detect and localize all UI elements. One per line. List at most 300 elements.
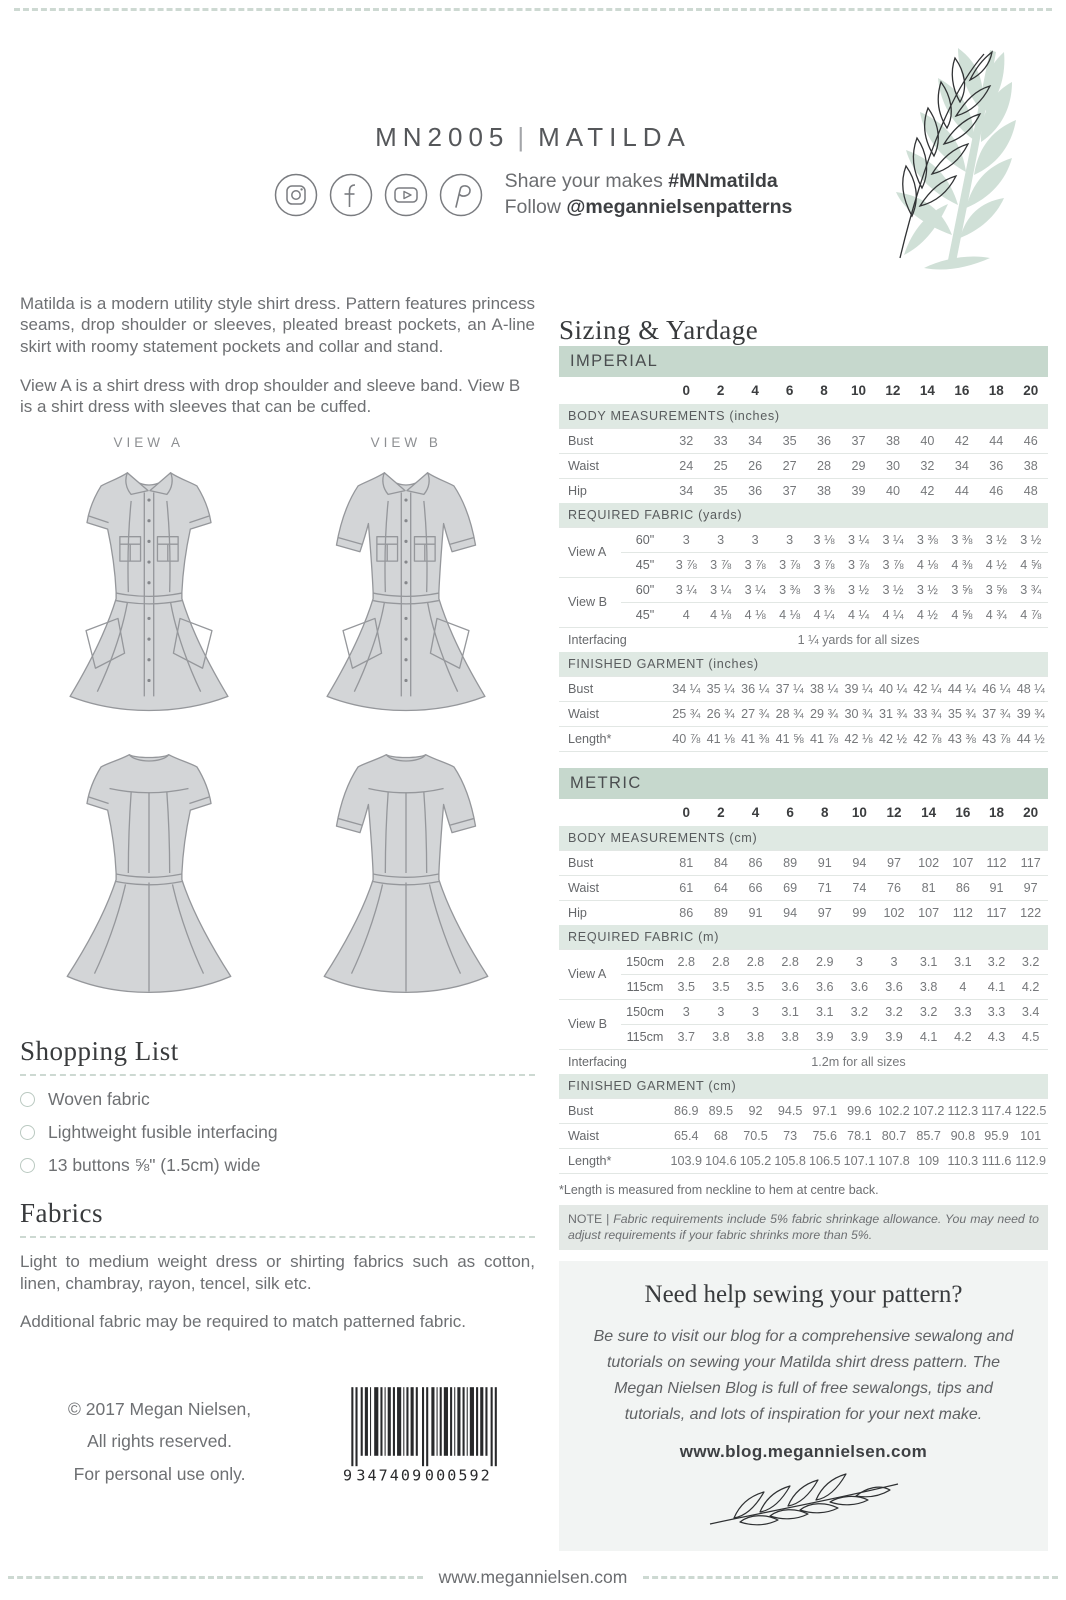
value-cell: 33 ¾ <box>910 701 944 726</box>
view-a-front-illustration <box>34 454 264 734</box>
section-header: FINISHED GARMENT (inches) <box>559 652 1048 677</box>
value-cell: 28 ¾ <box>772 701 806 726</box>
share-prefix: Share your makes <box>504 170 669 192</box>
row-group-label: View B <box>559 577 621 627</box>
value-cell: 32 <box>669 428 703 453</box>
size-header-cell: 6 <box>786 804 794 820</box>
barcode <box>343 1379 501 1491</box>
value-cell: 3 <box>704 999 739 1024</box>
value-cell: 4.3 <box>980 1024 1014 1049</box>
copyright-line-2: All rights reserved. <box>87 1431 233 1452</box>
row-label: Waist <box>559 701 669 726</box>
share-hashtag: #MNmatilda <box>668 170 778 192</box>
value-cell: 3.5 <box>738 974 773 999</box>
row-label: Bust <box>559 1098 669 1123</box>
value-cell: 36 <box>738 478 772 503</box>
pinterest-icon <box>439 173 483 217</box>
help-body: Be sure to visit our blog for a comprehensive sewalong and tutorials on sewing your Matilda shirt dress pattern. The Megan Nielsen Blog is full of free sewalongs, tips and tutorials, and lots of inspiration for your next make. <box>593 1328 1014 1423</box>
fabrics-paragraph-2: Additional fabric may be required to match patterned fabric. <box>20 1311 467 1331</box>
row-group-label: View A <box>559 527 621 577</box>
value-cell: 42 ¼ <box>910 676 944 701</box>
value-cell: 102 <box>877 900 912 925</box>
value-cell: 34 <box>945 453 979 478</box>
value-cell: 46 <box>979 478 1013 503</box>
value-cell: 4 ¼ <box>876 602 910 627</box>
value-cell: 111.6 <box>980 1148 1014 1173</box>
row-label: Waist <box>559 1123 669 1148</box>
value-cell: 68 <box>704 1123 739 1148</box>
view-a-column <box>34 435 264 1014</box>
size-header-cell: 10 <box>851 804 867 820</box>
value-cell: 3.5 <box>704 974 739 999</box>
value-cell: 95.9 <box>980 1123 1014 1148</box>
value-cell: 3 ¼ <box>703 577 737 602</box>
value-cell: 3 <box>703 527 737 552</box>
value-cell: 28 <box>807 453 841 478</box>
size-header-cell: 20 <box>1023 382 1039 398</box>
value-cell: 3 ⅞ <box>703 552 737 577</box>
value-cell: 3 ⅞ <box>876 552 910 577</box>
value-cell: 110.3 <box>946 1148 980 1173</box>
row-label: Bust <box>559 850 669 875</box>
fabrics-divider <box>20 1236 535 1238</box>
value-cell: 4 ⅛ <box>738 602 772 627</box>
value-cell: 3.2 <box>1013 949 1048 974</box>
value-cell: 34 ¼ <box>669 676 703 701</box>
value-cell: 35 <box>703 478 737 503</box>
value-cell: 3 <box>877 949 912 974</box>
value-cell: 36 ¼ <box>738 676 772 701</box>
value-cell: 2.8 <box>669 949 704 974</box>
main-content <box>0 293 1066 1551</box>
value-cell: 3 ⅞ <box>669 552 703 577</box>
value-cell: 70.5 <box>738 1123 773 1148</box>
value-cell: 3 ½ <box>876 577 910 602</box>
value-cell: 26 <box>738 453 772 478</box>
value-cell: 66 <box>738 875 773 900</box>
value-cell: 34 <box>669 478 703 503</box>
footer <box>8 1567 1058 1588</box>
pattern-description <box>20 293 535 418</box>
value-cell: 3 <box>669 527 703 552</box>
note-label: NOTE | <box>568 1211 614 1226</box>
value-cell: 92 <box>738 1098 773 1123</box>
value-cell: 24 <box>669 453 703 478</box>
value-cell: 3.5 <box>669 974 704 999</box>
row-sublabel: 115cm <box>621 1024 669 1049</box>
value-cell: 86 <box>946 875 980 900</box>
value-cell: 41 ⅞ <box>807 726 841 751</box>
value-cell: 42 <box>945 428 979 453</box>
value-cell: 3.3 <box>946 999 980 1024</box>
value-cell: 27 ¾ <box>738 701 772 726</box>
value-cell: 35 ¾ <box>945 701 979 726</box>
value-cell: 3.1 <box>911 949 946 974</box>
note-text: Fabric requirements include 5% fabric shrinkage allowance. You may need to adjust requirements if your fabric shrinks more than 5%. <box>568 1211 1039 1243</box>
row-label: Waist <box>559 453 669 478</box>
facebook-icon <box>329 173 373 217</box>
value-cell: 38 <box>807 478 841 503</box>
value-cell: 117 <box>1013 850 1048 875</box>
copyright-barcode-row <box>20 1379 535 1491</box>
social-icons <box>274 173 483 217</box>
value-cell: 37 ¼ <box>772 676 806 701</box>
value-cell: 3 <box>842 949 877 974</box>
value-cell: 107.2 <box>911 1098 946 1123</box>
size-header-cell: 8 <box>821 804 829 820</box>
value-cell: 36 <box>807 428 841 453</box>
value-cell: 3.2 <box>842 999 877 1024</box>
view-a-label: VIEW A <box>113 434 184 450</box>
value-cell: 78.1 <box>842 1123 877 1148</box>
shopping-list-title: Shopping List <box>20 1035 179 1066</box>
size-header-cell: 0 <box>682 804 691 820</box>
value-cell: 122.5 <box>1013 1098 1048 1123</box>
value-cell: 3 ⅜ <box>910 527 944 552</box>
empty-cell <box>559 377 669 404</box>
value-cell: 112 <box>946 900 980 925</box>
value-cell: 4 <box>946 974 980 999</box>
value-cell: 81 <box>911 875 946 900</box>
size-header-cell: 14 <box>921 804 937 820</box>
value-cell: 85.7 <box>911 1123 946 1148</box>
row-label: Hip <box>559 900 669 925</box>
value-cell: 41 ⅝ <box>772 726 806 751</box>
copyright-block <box>68 1393 251 1490</box>
value-cell: 3 ⅜ <box>772 577 806 602</box>
value-cell: 86.9 <box>669 1098 704 1123</box>
value-cell: 3.9 <box>842 1024 877 1049</box>
shopping-list-item <box>20 1122 535 1143</box>
value-cell: 86 <box>669 900 704 925</box>
value-cell: 48 <box>1014 478 1048 503</box>
value-cell: 4 ⅝ <box>945 602 979 627</box>
imperial-table <box>559 346 1048 752</box>
row-span-value: 1 ¼ yards for all sizes <box>669 627 1048 652</box>
footer-url: www.megannielsen.com <box>438 1567 628 1587</box>
value-cell: 26 ¾ <box>703 701 737 726</box>
circle-bullet-icon <box>20 1092 35 1107</box>
value-cell: 42 ⅛ <box>841 726 875 751</box>
value-cell: 37 <box>841 428 875 453</box>
value-cell: 61 <box>669 875 704 900</box>
value-cell: 36 <box>979 453 1013 478</box>
value-cell: 3 <box>738 999 773 1024</box>
value-cell: 3.4 <box>1013 999 1048 1024</box>
value-cell: 3 ¼ <box>876 527 910 552</box>
value-cell: 3.1 <box>808 999 843 1024</box>
left-column <box>20 293 535 1551</box>
value-cell: 4 ⅞ <box>1014 602 1048 627</box>
table-band-header: METRIC <box>559 768 1048 799</box>
follow-handle: @megannielsenpatterns <box>566 195 793 218</box>
barcode-left-digits: 347409 <box>356 1466 424 1485</box>
value-cell: 102 <box>911 850 946 875</box>
section-header: BODY MEASUREMENTS (cm) <box>559 826 1048 851</box>
description-paragraph-2: View A is a shirt dress with drop shoulder and sleeve band. View B is a shirt dress with sleeves that can be cuffed. <box>20 375 521 417</box>
metric-table <box>559 768 1048 1174</box>
value-cell: 3.1 <box>946 949 980 974</box>
value-cell: 3 ¾ <box>1014 577 1048 602</box>
value-cell: 4 ⅝ <box>1014 552 1048 577</box>
value-cell: 104.6 <box>704 1148 739 1173</box>
value-cell: 91 <box>808 850 843 875</box>
value-cell: 37 <box>772 478 806 503</box>
shopping-list <box>20 1089 535 1176</box>
value-cell: 4 ⅛ <box>910 552 944 577</box>
value-cell: 39 ¾ <box>1014 701 1048 726</box>
value-cell: 3 ⅜ <box>945 527 979 552</box>
value-cell: 44 ½ <box>1014 726 1048 751</box>
value-cell: 69 <box>773 875 808 900</box>
value-cell: 4 ⅛ <box>772 602 806 627</box>
size-header-cell: 12 <box>885 382 901 398</box>
value-cell: 4.2 <box>946 1024 980 1049</box>
value-cell: 75.6 <box>808 1123 843 1148</box>
size-header-cell: 14 <box>919 382 935 398</box>
shopping-list-divider <box>20 1074 535 1076</box>
value-cell: 3.2 <box>877 999 912 1024</box>
follow-prefix: Follow <box>504 195 567 218</box>
row-sublabel: 115cm <box>621 974 669 999</box>
value-cell: 29 <box>841 453 875 478</box>
length-footnote: *Length is measured from neckline to hem at centre back. <box>559 1182 879 1197</box>
row-group-label: View A <box>559 949 621 999</box>
fabrics-section <box>20 1251 535 1333</box>
size-header-cell: 6 <box>785 382 794 398</box>
row-label: Length* <box>559 726 669 751</box>
value-cell: 103.9 <box>669 1148 704 1173</box>
value-cell: 105.2 <box>738 1148 773 1173</box>
value-cell: 4.1 <box>911 1024 946 1049</box>
value-cell: 3 ½ <box>910 577 944 602</box>
row-sublabel: 150cm <box>621 999 669 1024</box>
value-cell: 71 <box>808 875 843 900</box>
view-b-back-illustration <box>291 734 521 1014</box>
sizing-yardage-title: Sizing & Yardage <box>559 314 759 345</box>
value-cell: 99.6 <box>842 1098 877 1123</box>
value-cell: 3.3 <box>980 999 1014 1024</box>
row-span-value: 1.2m for all sizes <box>669 1049 1048 1074</box>
blog-url: www.blog.megannielsen.com <box>679 1441 928 1461</box>
view-b-front-illustration <box>291 454 521 734</box>
value-cell: 106.5 <box>808 1148 843 1173</box>
value-cell: 3 <box>772 527 806 552</box>
value-cell: 89 <box>704 900 739 925</box>
value-cell: 40 <box>910 428 944 453</box>
size-header-cell: 8 <box>820 382 828 398</box>
help-box <box>559 1261 1048 1551</box>
row-sublabel: 60" <box>621 577 669 602</box>
value-cell: 3 <box>669 999 704 1024</box>
value-cell: 91 <box>980 875 1014 900</box>
value-cell: 107.1 <box>842 1148 877 1173</box>
value-cell: 105.8 <box>773 1148 808 1173</box>
value-cell: 3 ⅞ <box>841 552 875 577</box>
value-cell: 91 <box>738 900 773 925</box>
value-cell: 3.9 <box>877 1024 912 1049</box>
value-cell: 3.8 <box>911 974 946 999</box>
value-cell: 32 <box>910 453 944 478</box>
size-header-cell: 4 <box>751 804 760 820</box>
size-table <box>559 768 1048 1174</box>
value-cell: 29 ¾ <box>807 701 841 726</box>
value-cell: 97.1 <box>808 1098 843 1123</box>
help-title: Need help sewing your pattern? <box>644 1281 963 1309</box>
size-header-cell: 0 <box>682 382 690 398</box>
instagram-icon <box>274 173 318 217</box>
value-cell: 4 ¾ <box>979 602 1013 627</box>
value-cell: 94 <box>842 850 877 875</box>
value-cell: 3.8 <box>704 1024 739 1049</box>
value-cell: 3 ½ <box>1014 527 1048 552</box>
value-cell: 3.8 <box>738 1024 773 1049</box>
right-column <box>559 293 1048 1551</box>
value-cell: 48 ¼ <box>1014 676 1048 701</box>
value-cell: 3 ½ <box>979 527 1013 552</box>
value-cell: 31 ¾ <box>876 701 910 726</box>
value-cell: 46 <box>1014 428 1048 453</box>
value-cell: 107 <box>911 900 946 925</box>
value-cell: 30 <box>876 453 910 478</box>
pattern-name: MATILDA <box>538 122 691 152</box>
value-cell: 3 ½ <box>841 577 875 602</box>
view-a-back-illustration <box>34 734 264 1014</box>
value-cell: 40 ¼ <box>876 676 910 701</box>
shopping-list-item <box>20 1155 535 1176</box>
value-cell: 3 ⅜ <box>807 577 841 602</box>
shopping-list-item-label: Woven fabric <box>48 1088 150 1109</box>
row-sublabel: 60" <box>621 527 669 552</box>
value-cell: 25 ¾ <box>669 701 703 726</box>
value-cell: 35 <box>772 428 806 453</box>
table-band-header: IMPERIAL <box>559 346 1048 377</box>
value-cell: 4 ½ <box>910 602 944 627</box>
value-cell: 80.7 <box>877 1123 912 1148</box>
row-sublabel: 45" <box>621 552 669 577</box>
value-cell: 3 ⅝ <box>945 577 979 602</box>
pattern-code: MN2005 <box>375 122 510 152</box>
value-cell: 112 <box>980 850 1014 875</box>
value-cell: 4 ¼ <box>841 602 875 627</box>
sprig-illustration <box>583 1470 1024 1541</box>
size-header-cell: 4 <box>751 382 759 398</box>
value-cell: 3.6 <box>877 974 912 999</box>
value-cell: 102.2 <box>877 1098 912 1123</box>
size-header-cell: 20 <box>1023 804 1039 820</box>
section-header: FINISHED GARMENT (cm) <box>559 1074 1048 1099</box>
value-cell: 38 ¼ <box>807 676 841 701</box>
follow-line <box>505 195 793 221</box>
value-cell: 107.8 <box>877 1148 912 1173</box>
value-cell: 112.3 <box>946 1098 980 1123</box>
value-cell: 41 ⅜ <box>738 726 772 751</box>
value-cell: 86 <box>738 850 773 875</box>
value-cell: 4 ⅛ <box>703 602 737 627</box>
view-b-label: VIEW B <box>370 434 442 450</box>
row-label: Interfacing <box>559 1049 669 1074</box>
view-b-column <box>291 435 521 1014</box>
shopping-list-item-label: 13 buttons ⅝" (1.5cm) wide <box>48 1154 261 1175</box>
value-cell: 3.2 <box>911 999 946 1024</box>
value-cell: 112.9 <box>1013 1148 1048 1173</box>
size-header-cell: 12 <box>886 804 902 820</box>
value-cell: 44 ¼ <box>945 676 979 701</box>
barcode-right-digits: 000592 <box>425 1466 492 1485</box>
value-cell: 38 <box>876 428 910 453</box>
value-cell: 2.8 <box>773 949 808 974</box>
value-cell: 41 ⅛ <box>703 726 737 751</box>
share-line <box>505 169 793 195</box>
size-header-cell: 10 <box>850 382 866 398</box>
value-cell: 4 ⅜ <box>945 552 979 577</box>
section-header: REQUIRED FABRIC (m) <box>559 925 1048 950</box>
top-dashed-divider <box>14 8 1052 11</box>
value-cell: 64 <box>704 875 739 900</box>
value-cell: 4.2 <box>1013 974 1048 999</box>
shopping-list-item <box>20 1089 535 1110</box>
value-cell: 27 <box>772 453 806 478</box>
value-cell: 4 <box>669 602 703 627</box>
value-cell: 42 ½ <box>876 726 910 751</box>
value-cell: 81 <box>669 850 704 875</box>
row-label: Length* <box>559 1148 669 1173</box>
footer-dashed-line-left <box>8 1576 423 1579</box>
value-cell: 97 <box>1013 875 1048 900</box>
value-cell: 89.5 <box>704 1098 739 1123</box>
row-label: Bust <box>559 428 669 453</box>
size-header-cell: 18 <box>988 804 1005 820</box>
circle-bullet-icon <box>20 1158 35 1173</box>
section-header: BODY MEASUREMENTS (inches) <box>559 404 1048 429</box>
barcode-lead-digit: 9 <box>343 1466 353 1485</box>
value-cell: 97 <box>877 850 912 875</box>
value-cell: 3.9 <box>808 1024 843 1049</box>
size-header-cell: 18 <box>988 382 1004 398</box>
value-cell: 89 <box>773 850 808 875</box>
value-cell: 3 ¼ <box>841 527 875 552</box>
value-cell: 84 <box>704 850 739 875</box>
empty-cell <box>559 799 669 826</box>
value-cell: 42 <box>910 478 944 503</box>
value-cell: 38 <box>1014 453 1048 478</box>
value-cell: 39 <box>841 478 875 503</box>
share-text <box>505 169 793 221</box>
value-cell: 2.9 <box>808 949 843 974</box>
copyright-line-3: For personal use only. <box>73 1463 246 1484</box>
size-header-cell: 2 <box>717 804 725 820</box>
value-cell: 3 ⅞ <box>807 552 841 577</box>
value-cell: 39 ¼ <box>841 676 875 701</box>
value-cell: 117 <box>980 900 1014 925</box>
value-cell: 40 <box>876 478 910 503</box>
fabrics-title: Fabrics <box>20 1197 103 1228</box>
value-cell: 2.8 <box>704 949 739 974</box>
value-cell: 90.8 <box>946 1123 980 1148</box>
value-cell: 46 ¼ <box>979 676 1013 701</box>
value-cell: 109 <box>911 1148 946 1173</box>
value-cell: 99 <box>842 900 877 925</box>
value-cell: 40 ⅞ <box>669 726 703 751</box>
value-cell: 73 <box>773 1123 808 1148</box>
value-cell: 101 <box>1013 1123 1048 1148</box>
row-sublabel: 150cm <box>621 949 669 974</box>
size-header-cell: 2 <box>716 382 725 398</box>
value-cell: 76 <box>877 875 912 900</box>
note-band <box>559 1205 1048 1250</box>
value-cell: 65.4 <box>669 1123 704 1148</box>
row-sublabel: 45" <box>621 602 669 627</box>
